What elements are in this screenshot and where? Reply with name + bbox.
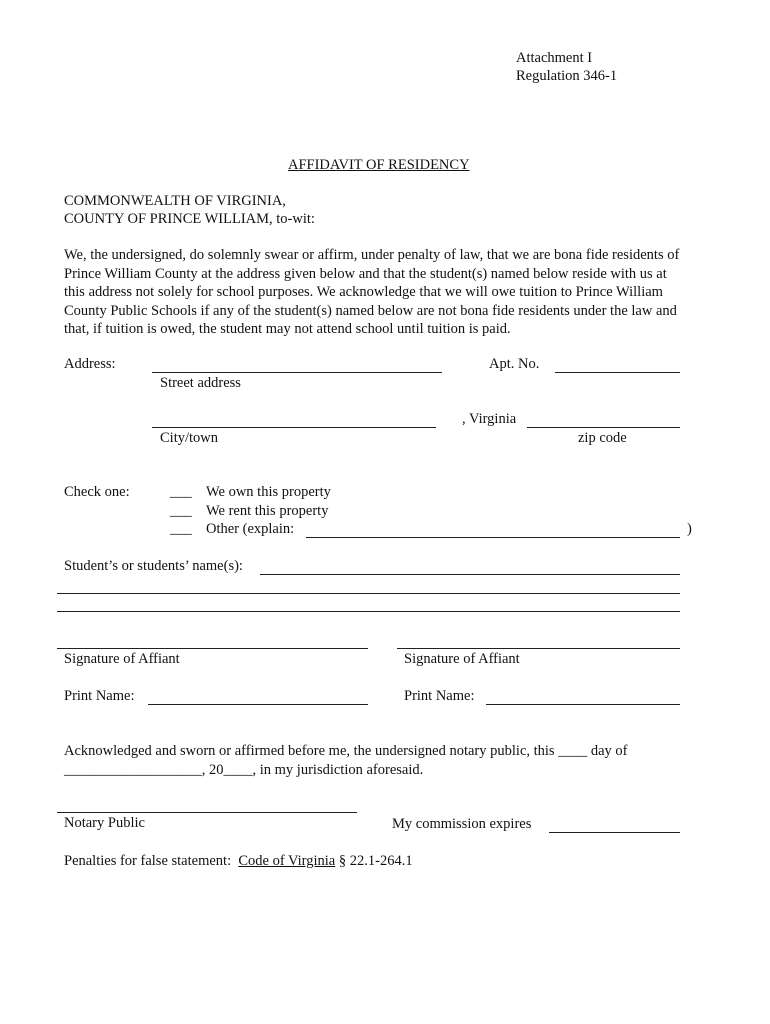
other-checkbox-blank[interactable]: ___ <box>170 521 192 537</box>
regulation-label: Regulation 346-1 <box>516 68 618 84</box>
city-town-caption: City/town <box>160 430 219 446</box>
check-one-label: Check one: <box>64 484 130 500</box>
attachment-label: Attachment I <box>516 50 593 66</box>
right-print-name-label: Print Name: <box>404 688 475 704</box>
other-explain-line[interactable] <box>306 537 680 538</box>
own-option-label: We own this property <box>206 484 331 500</box>
students-label: Student’s or students’ name(s): <box>64 558 243 574</box>
other-option-label: Other (explain: <box>206 521 295 537</box>
left-signature-label: Signature of Affiant <box>64 651 180 667</box>
notary-signature-line[interactable] <box>57 812 357 813</box>
students-name-line-3[interactable] <box>57 611 680 612</box>
city-town-line[interactable] <box>152 427 436 428</box>
document-title: AFFIDAVIT OF RESIDENCY <box>288 157 470 173</box>
students-name-line-2[interactable] <box>57 593 680 594</box>
apt-no-line[interactable] <box>555 372 680 373</box>
commission-expires-label: My commission expires <box>392 816 532 832</box>
virginia-label: , Virginia <box>462 411 517 427</box>
other-close-paren: ) <box>687 521 692 537</box>
own-checkbox-blank[interactable]: ___ <box>170 484 192 500</box>
right-signature-label: Signature of Affiant <box>404 651 520 667</box>
rent-option-label: We rent this property <box>206 503 329 519</box>
left-print-name-label: Print Name: <box>64 688 135 704</box>
penalties-section: § 22.1-264.1 <box>338 853 413 869</box>
address-label: Address: <box>64 356 116 372</box>
street-address-caption: Street address <box>160 375 241 391</box>
penalties-prefix: Penalties for false statement: <box>64 853 232 869</box>
rent-checkbox-blank[interactable]: ___ <box>170 503 192 519</box>
apt-no-label: Apt. No. <box>489 356 540 372</box>
acknowledgement-line-2: ___________________, 20____, in my jurisdiction aforesaid. <box>64 762 424 778</box>
right-print-name-line[interactable] <box>486 704 680 705</box>
students-name-line-1[interactable] <box>260 574 680 575</box>
county-line: COUNTY OF PRINCE WILLIAM, to-wit: <box>64 211 315 227</box>
street-address-line[interactable] <box>152 372 442 373</box>
acknowledgement-line-1: Acknowledged and sworn or affirmed before me, the undersigned notary public, this ____ day of <box>64 743 628 759</box>
penalties-statement <box>64 853 413 870</box>
left-print-name-line[interactable] <box>148 704 368 705</box>
commonwealth-line: COMMONWEALTH OF VIRGINIA, <box>64 193 286 209</box>
right-signature-line[interactable] <box>397 648 680 649</box>
notary-public-label: Notary Public <box>64 815 145 831</box>
commission-expires-line[interactable] <box>549 832 680 833</box>
code-of-virginia-link[interactable]: Code of Virginia <box>238 853 336 869</box>
left-signature-line[interactable] <box>57 648 368 649</box>
residency-statement: We, the undersigned, do solemnly swear or affirm, under penalty of law, that we are bona fide residents of Prince William County at the address given below and that the student(s) named below reside with us at this address not solely for school purposes. We acknowledge that we will owe tuition to Prince William County Public Schools if any of the student(s) named below are not bona fide residents under the law and that, if tuition is owed, the student may not attend school until tuition is paid. <box>64 247 680 338</box>
zip-code-line[interactable] <box>527 427 680 428</box>
zip-code-caption: zip code <box>578 430 627 446</box>
